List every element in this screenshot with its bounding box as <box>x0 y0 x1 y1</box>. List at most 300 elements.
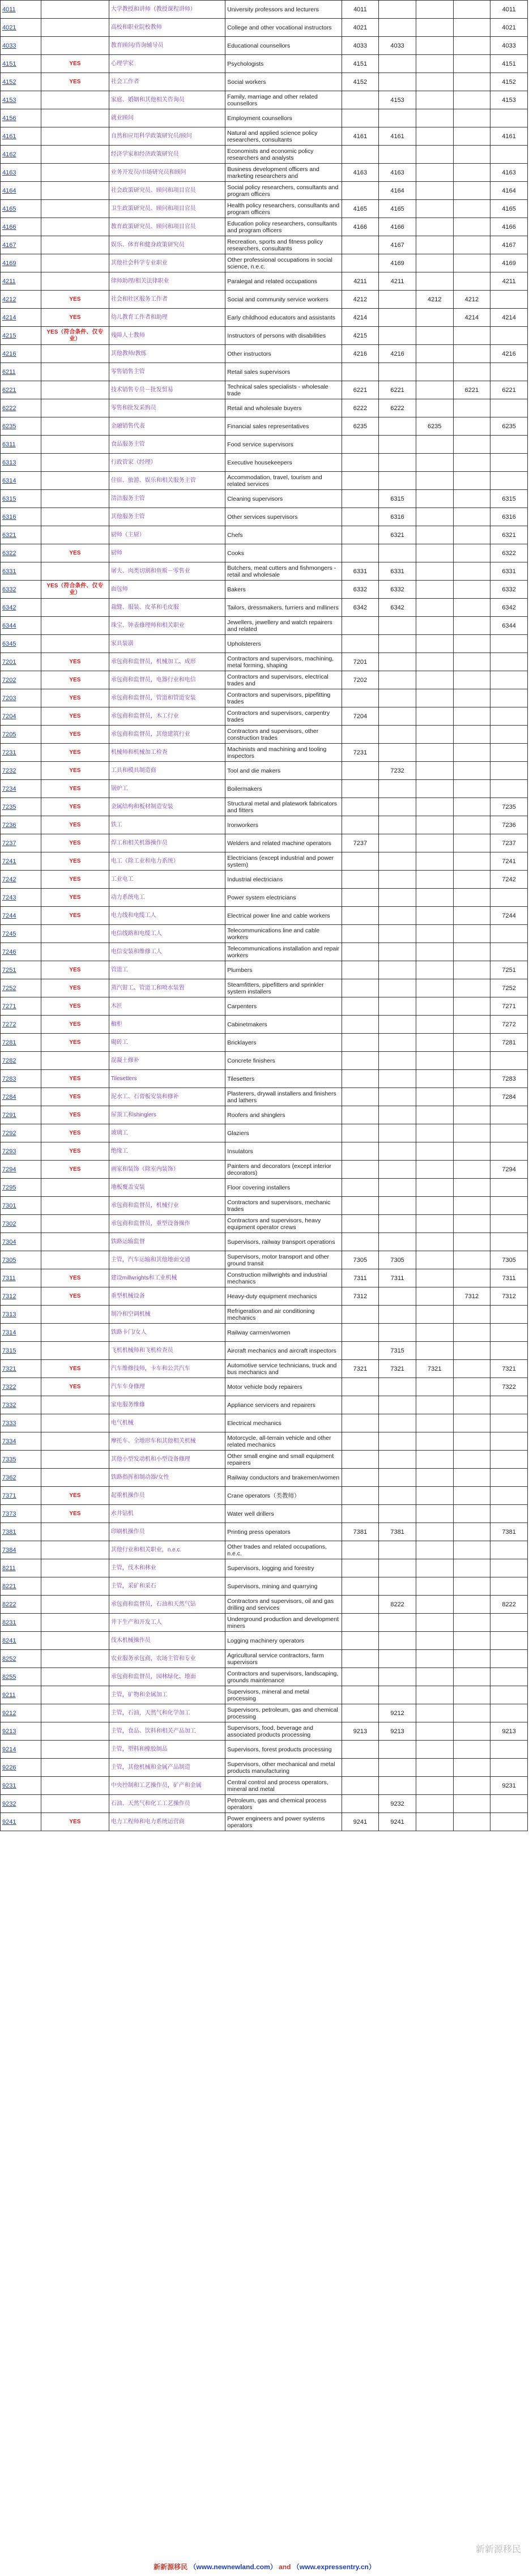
noc-code-link[interactable]: 6314 <box>2 477 16 484</box>
noc-code-cell[interactable] <box>1 1269 41 1287</box>
noc-code-cell[interactable] <box>1 671 41 689</box>
program-code-cell <box>416 1396 453 1414</box>
noc-code-cell[interactable] <box>1 707 41 726</box>
program-code-cell: 7244 <box>490 907 528 925</box>
noc-code-link[interactable]: 7311 <box>2 1274 16 1282</box>
program-code-cell <box>490 399 528 417</box>
noc-code-cell[interactable] <box>1 19 41 37</box>
program-code-cell: 4033 <box>490 37 528 55</box>
noc-code-cell[interactable] <box>1 363 41 381</box>
noc-code-link[interactable]: 4166 <box>2 223 16 231</box>
noc-code-cell[interactable] <box>1 979 41 997</box>
noc-code-link[interactable]: 4021 <box>2 24 16 31</box>
table-body <box>1 1 528 1831</box>
noc-code-cell[interactable] <box>1 1432 41 1451</box>
noc-code-link[interactable]: 6221 <box>2 386 16 394</box>
noc-code-link[interactable]: 7251 <box>2 966 16 974</box>
program-code-cell <box>453 218 490 236</box>
noc-code-cell[interactable] <box>1 291 41 309</box>
noc-code-link[interactable]: 7362 <box>2 1474 16 1481</box>
eligible-mark-cell: YES <box>41 997 109 1016</box>
noc-code-link[interactable]: 7294 <box>2 1166 16 1173</box>
noc-code-link[interactable]: 4211 <box>2 278 16 285</box>
noc-code-cell[interactable] <box>1 907 41 925</box>
noc-code-cell[interactable] <box>1 1342 41 1360</box>
eligible-mark-cell: YES <box>41 1070 109 1088</box>
footer-site-2[interactable]: （www.expressentry.cn） <box>292 2563 376 2571</box>
occupation-name-cn: 伐木机械操作员 <box>109 1632 225 1650</box>
table-row <box>1 1 528 19</box>
noc-code-cell[interactable] <box>1 1505 41 1523</box>
noc-code-cell[interactable] <box>1 925 41 943</box>
noc-code-cell[interactable] <box>1 1741 41 1759</box>
noc-code-cell[interactable] <box>1 236 41 254</box>
occupation-name-cn: Tilesetters <box>109 1070 225 1088</box>
noc-code-cell[interactable] <box>1 1722 41 1741</box>
occupation-name-cn: 混凝土修补 <box>109 1052 225 1070</box>
noc-code-link[interactable]: 7313 <box>2 1311 16 1318</box>
noc-code-link[interactable]: 7232 <box>2 767 16 774</box>
noc-code-link[interactable]: 7271 <box>2 1003 16 1010</box>
noc-code-cell[interactable] <box>1 345 41 363</box>
noc-code-cell[interactable] <box>1 997 41 1016</box>
eligible-mark-cell <box>41 1306 109 1324</box>
eligible-mark-cell <box>41 454 109 472</box>
program-code-cell: 4212 <box>453 291 490 309</box>
program-code-cell <box>453 798 490 816</box>
noc-code-cell[interactable] <box>1 1124 41 1142</box>
noc-code-cell[interactable] <box>1 254 41 272</box>
noc-code-cell[interactable] <box>1 1251 41 1269</box>
program-code-cell <box>342 762 379 780</box>
noc-code-link[interactable]: 4011 <box>2 6 16 13</box>
program-code-cell <box>490 1306 528 1324</box>
noc-code-cell[interactable] <box>1 417 41 436</box>
noc-code-cell[interactable] <box>1 581 41 599</box>
noc-code-link[interactable]: 4167 <box>2 241 16 249</box>
program-code-cell: 4216 <box>490 345 528 363</box>
program-code-cell <box>416 1795 453 1813</box>
noc-code-link[interactable]: 7291 <box>2 1111 16 1119</box>
noc-code-cell[interactable] <box>1 1034 41 1052</box>
noc-code-cell[interactable] <box>1 1759 41 1777</box>
noc-code-cell[interactable] <box>1 1324 41 1342</box>
eligible-mark-cell: YES <box>41 907 109 925</box>
program-code-cell <box>453 943 490 961</box>
program-code-cell <box>379 1088 416 1106</box>
noc-code-link[interactable]: 7381 <box>2 1528 16 1536</box>
noc-code-link[interactable]: 9211 <box>2 1691 16 1699</box>
occupation-name-en: Contractors and supervisors, landscaping, grounds maintenance <box>225 1668 342 1686</box>
table-row <box>1 925 528 943</box>
noc-code-cell[interactable] <box>1 1215 41 1233</box>
eligible-mark-cell <box>41 1686 109 1704</box>
noc-code-link[interactable]: 7332 <box>2 1401 16 1409</box>
program-code-cell <box>379 689 416 707</box>
noc-code-link[interactable]: 6342 <box>2 604 16 611</box>
noc-code-cell[interactable] <box>1 762 41 780</box>
noc-code-cell[interactable] <box>1 218 41 236</box>
noc-code-cell[interactable] <box>1 1360 41 1378</box>
occupation-name-cn: 其他教师/教练 <box>109 345 225 363</box>
noc-code-link[interactable]: 4214 <box>2 314 16 321</box>
eligible-mark-cell: YES <box>41 689 109 707</box>
noc-code-link[interactable]: 6322 <box>2 549 16 557</box>
noc-code-link[interactable]: 7335 <box>2 1456 16 1463</box>
noc-code-link[interactable]: 7272 <box>2 1021 16 1028</box>
program-code-cell: 7231 <box>342 744 379 762</box>
noc-code-link[interactable]: 7295 <box>2 1184 16 1191</box>
noc-code-cell[interactable] <box>1 1414 41 1432</box>
noc-code-link[interactable]: 7314 <box>2 1329 16 1336</box>
table-row <box>1 689 528 707</box>
noc-code-cell[interactable] <box>1 508 41 526</box>
noc-code-cell[interactable] <box>1 1559 41 1577</box>
noc-code-link[interactable]: 4164 <box>2 187 16 194</box>
program-code-cell <box>490 1197 528 1215</box>
program-code-cell: 4165 <box>342 200 379 218</box>
noc-code-link[interactable]: 6316 <box>2 513 16 521</box>
noc-code-cell[interactable] <box>1 1 41 19</box>
noc-code-cell[interactable] <box>1 472 41 490</box>
program-code-cell <box>342 1396 379 1414</box>
noc-code-link[interactable]: 7333 <box>2 1419 16 1427</box>
noc-code-cell[interactable] <box>1 726 41 744</box>
program-code-cell <box>379 834 416 852</box>
program-code-cell <box>416 907 453 925</box>
noc-code-link[interactable]: 7231 <box>2 749 16 756</box>
noc-code-link[interactable]: 9214 <box>2 1746 16 1753</box>
noc-code-link[interactable]: 9226 <box>2 1764 16 1771</box>
noc-code-link[interactable]: 4033 <box>2 42 16 49</box>
noc-code-link[interactable]: 7373 <box>2 1510 16 1517</box>
noc-code-link[interactable]: 9212 <box>2 1709 16 1717</box>
noc-code-cell[interactable] <box>1 1650 41 1668</box>
noc-code-link[interactable]: 7252 <box>2 984 16 992</box>
noc-code-cell[interactable] <box>1 146 41 164</box>
noc-code-cell[interactable] <box>1 1287 41 1306</box>
noc-code-cell[interactable] <box>1 454 41 472</box>
noc-code-cell[interactable] <box>1 635 41 653</box>
noc-code-link[interactable]: 4212 <box>2 296 16 303</box>
program-code-cell <box>453 254 490 272</box>
noc-code-cell[interactable] <box>1 852 41 871</box>
noc-code-cell[interactable] <box>1 182 41 200</box>
program-code-cell <box>416 19 453 37</box>
noc-code-link[interactable]: 6345 <box>2 640 16 647</box>
noc-code-link[interactable]: 4215 <box>2 332 16 339</box>
noc-code-link[interactable]: 8222 <box>2 1601 16 1608</box>
program-code-cell: 4214 <box>453 309 490 327</box>
noc-code-link[interactable]: 7282 <box>2 1057 16 1064</box>
program-code-cell <box>379 726 416 744</box>
program-code-cell: 4211 <box>490 272 528 291</box>
eligible-mark-cell: YES <box>41 1034 109 1052</box>
noc-code-cell[interactable] <box>1 1306 41 1324</box>
noc-code-cell[interactable] <box>1 1813 41 1831</box>
program-code-cell <box>416 744 453 762</box>
noc-code-link[interactable]: 8221 <box>2 1583 16 1590</box>
noc-code-cell[interactable] <box>1 1523 41 1541</box>
noc-code-cell[interactable] <box>1 327 41 345</box>
noc-code-cell[interactable] <box>1 1777 41 1795</box>
noc-code-cell[interactable] <box>1 1487 41 1505</box>
noc-code-link[interactable]: 7302 <box>2 1220 16 1227</box>
program-code-cell: 7311 <box>342 1269 379 1287</box>
program-code-cell <box>453 327 490 345</box>
noc-code-cell[interactable] <box>1 1614 41 1632</box>
noc-code-cell[interactable] <box>1 1596 41 1614</box>
noc-code-link[interactable]: 8211 <box>2 1564 16 1572</box>
noc-code-cell[interactable] <box>1 436 41 454</box>
occupation-name-cn: 家电服务维修 <box>109 1396 225 1414</box>
noc-code-link[interactable]: 7236 <box>2 821 16 829</box>
occupation-name-en: Social and community service workers <box>225 291 342 309</box>
noc-code-link[interactable]: 4165 <box>2 205 16 212</box>
noc-code-link[interactable]: 7305 <box>2 1256 16 1264</box>
program-code-cell <box>490 1342 528 1360</box>
noc-code-link[interactable]: 4162 <box>2 151 16 158</box>
noc-code-cell[interactable] <box>1 617 41 635</box>
noc-code-link[interactable]: 7334 <box>2 1438 16 1445</box>
program-code-cell: 4215 <box>342 327 379 345</box>
noc-code-link[interactable]: 4156 <box>2 114 16 122</box>
noc-code-link[interactable]: 9241 <box>2 1818 16 1826</box>
noc-code-cell[interactable] <box>1 1469 41 1487</box>
program-code-cell <box>379 1451 416 1469</box>
noc-code-link[interactable]: 7281 <box>2 1039 16 1046</box>
program-code-cell <box>379 744 416 762</box>
table-row <box>1 37 528 55</box>
eligible-mark-cell <box>41 925 109 943</box>
program-code-cell: 6322 <box>490 544 528 562</box>
noc-code-cell[interactable] <box>1 200 41 218</box>
noc-code-cell[interactable] <box>1 1016 41 1034</box>
table-row <box>1 399 528 417</box>
noc-code-link[interactable]: 7234 <box>2 785 16 792</box>
noc-code-cell[interactable] <box>1 599 41 617</box>
program-code-cell <box>490 780 528 798</box>
program-code-cell <box>453 744 490 762</box>
occupation-name-en: Floor covering installers <box>225 1179 342 1197</box>
noc-code-link[interactable]: 4161 <box>2 133 16 140</box>
noc-code-cell[interactable] <box>1 91 41 109</box>
program-code-cell <box>416 1577 453 1596</box>
noc-code-link[interactable]: 6311 <box>2 441 16 448</box>
noc-code-link[interactable]: 8255 <box>2 1673 16 1681</box>
noc-code-cell[interactable] <box>1 37 41 55</box>
noc-code-cell[interactable] <box>1 871 41 889</box>
noc-code-link[interactable]: 6332 <box>2 586 16 593</box>
noc-code-link[interactable]: 8252 <box>2 1655 16 1662</box>
eligible-mark-cell <box>41 1722 109 1741</box>
noc-code-link[interactable]: 4152 <box>2 78 16 86</box>
noc-code-cell[interactable] <box>1 1704 41 1722</box>
noc-code-cell[interactable] <box>1 1577 41 1596</box>
noc-code-cell[interactable] <box>1 562 41 581</box>
noc-code-cell[interactable] <box>1 1451 41 1469</box>
program-code-cell <box>342 146 379 164</box>
program-code-cell <box>342 254 379 272</box>
noc-code-cell[interactable] <box>1 109 41 127</box>
noc-code-cell[interactable] <box>1 1106 41 1124</box>
noc-code-cell[interactable] <box>1 1233 41 1251</box>
noc-code-link[interactable]: 4216 <box>2 350 16 357</box>
noc-code-cell[interactable] <box>1 1179 41 1197</box>
noc-code-link[interactable]: 6222 <box>2 404 16 412</box>
noc-code-cell[interactable] <box>1 526 41 544</box>
noc-code-cell[interactable] <box>1 889 41 907</box>
noc-code-link[interactable]: 7293 <box>2 1148 16 1155</box>
program-code-cell <box>379 109 416 127</box>
noc-code-cell[interactable] <box>1 490 41 508</box>
noc-code-cell[interactable] <box>1 1795 41 1813</box>
noc-code-cell[interactable] <box>1 744 41 762</box>
occupation-name-en: Telecommunications line and cable workers <box>225 925 342 943</box>
noc-code-cell[interactable] <box>1 780 41 798</box>
noc-code-link[interactable]: 7246 <box>2 948 16 956</box>
noc-code-link[interactable]: 6331 <box>2 568 16 575</box>
noc-code-link[interactable]: 7242 <box>2 876 16 883</box>
program-code-cell <box>416 1505 453 1523</box>
noc-code-link[interactable]: 7235 <box>2 803 16 811</box>
noc-code-cell[interactable] <box>1 544 41 562</box>
noc-code-cell[interactable] <box>1 1070 41 1088</box>
program-code-cell <box>342 907 379 925</box>
noc-code-link[interactable]: 7315 <box>2 1347 16 1354</box>
noc-code-cell[interactable] <box>1 1197 41 1215</box>
program-code-cell <box>416 381 453 399</box>
program-code-cell <box>416 1306 453 1324</box>
noc-code-cell[interactable] <box>1 399 41 417</box>
noc-code-link[interactable]: 6211 <box>2 368 16 376</box>
noc-code-cell[interactable] <box>1 1686 41 1704</box>
noc-code-cell[interactable] <box>1 272 41 291</box>
program-code-cell <box>416 436 453 454</box>
noc-code-link[interactable]: 7243 <box>2 894 16 901</box>
noc-code-link[interactable]: 6235 <box>2 423 16 430</box>
occupation-name-cn: 主管，采矿和采石 <box>109 1577 225 1596</box>
noc-code-cell[interactable] <box>1 164 41 182</box>
noc-code-cell[interactable] <box>1 1632 41 1650</box>
noc-code-cell[interactable] <box>1 1541 41 1559</box>
noc-code-link[interactable]: 7292 <box>2 1129 16 1137</box>
occupation-name-cn: 零售销售主管 <box>109 363 225 381</box>
noc-code-link[interactable]: 7301 <box>2 1202 16 1209</box>
noc-code-link[interactable]: 7201 <box>2 658 16 666</box>
noc-code-link[interactable]: 6344 <box>2 622 16 629</box>
noc-code-cell[interactable] <box>1 1052 41 1070</box>
noc-code-link[interactable]: 7312 <box>2 1293 16 1300</box>
noc-code-cell[interactable] <box>1 1668 41 1686</box>
program-code-cell <box>342 1451 379 1469</box>
program-code-cell <box>490 1487 528 1505</box>
noc-code-cell[interactable] <box>1 73 41 91</box>
noc-code-link[interactable]: 4163 <box>2 169 16 176</box>
noc-code-link[interactable]: 7202 <box>2 676 16 684</box>
occupation-name-cn: 承包商和监督员，木工行业 <box>109 707 225 726</box>
noc-code-link[interactable]: 7244 <box>2 912 16 919</box>
program-code-cell: 6332 <box>490 581 528 599</box>
noc-code-cell[interactable] <box>1 689 41 707</box>
noc-code-cell[interactable] <box>1 1142 41 1161</box>
noc-code-link[interactable]: 7322 <box>2 1383 16 1391</box>
eligible-mark-cell <box>41 1432 109 1451</box>
eligible-mark-cell: YES <box>41 1269 109 1287</box>
noc-code-cell[interactable] <box>1 1088 41 1106</box>
program-code-cell: 6332 <box>342 581 379 599</box>
occupation-name-en: Business development officers and marketing researchers and <box>225 164 342 182</box>
program-code-cell <box>379 472 416 490</box>
program-code-cell <box>453 1016 490 1034</box>
noc-code-cell[interactable] <box>1 943 41 961</box>
noc-code-cell[interactable] <box>1 55 41 73</box>
eligible-mark-cell <box>41 1251 109 1269</box>
noc-code-cell[interactable] <box>1 1378 41 1396</box>
noc-code-cell[interactable] <box>1 1161 41 1179</box>
noc-code-cell[interactable] <box>1 1396 41 1414</box>
noc-code-link[interactable]: 7304 <box>2 1238 16 1246</box>
noc-code-link[interactable]: 4169 <box>2 259 16 267</box>
noc-code-link[interactable]: 6313 <box>2 459 16 466</box>
noc-code-link[interactable]: 7283 <box>2 1075 16 1082</box>
noc-code-link[interactable]: 7371 <box>2 1492 16 1499</box>
eligible-mark-cell <box>41 236 109 254</box>
noc-code-link[interactable]: 8231 <box>2 1619 16 1626</box>
program-code-cell <box>453 689 490 707</box>
program-code-cell <box>342 617 379 635</box>
noc-code-cell[interactable] <box>1 127 41 146</box>
noc-code-link[interactable]: 9213 <box>2 1728 16 1735</box>
eligible-mark-cell: YES <box>41 1505 109 1523</box>
program-code-cell: 6321 <box>490 526 528 544</box>
noc-code-cell[interactable] <box>1 798 41 816</box>
noc-code-link[interactable]: 7204 <box>2 713 16 720</box>
noc-code-cell[interactable] <box>1 816 41 834</box>
noc-code-cell[interactable] <box>1 309 41 327</box>
program-code-cell <box>416 345 453 363</box>
noc-code-cell[interactable] <box>1 381 41 399</box>
noc-code-link[interactable]: 7203 <box>2 694 16 702</box>
footer-site-1[interactable]: （www.newnewland.com） <box>189 2563 277 2571</box>
program-code-cell <box>379 1650 416 1668</box>
noc-code-link[interactable]: 4151 <box>2 60 16 67</box>
noc-code-link[interactable]: 6321 <box>2 531 16 539</box>
noc-code-link[interactable]: 7284 <box>2 1093 16 1101</box>
program-code-cell <box>416 852 453 871</box>
noc-code-link[interactable]: 7245 <box>2 930 16 937</box>
noc-code-link[interactable]: 4153 <box>2 96 16 104</box>
noc-code-cell[interactable] <box>1 653 41 671</box>
noc-code-cell[interactable] <box>1 961 41 979</box>
noc-code-link[interactable]: 7237 <box>2 839 16 847</box>
program-code-cell <box>342 1650 379 1668</box>
noc-code-link[interactable]: 9231 <box>2 1782 16 1789</box>
noc-code-link[interactable]: 7384 <box>2 1546 16 1554</box>
noc-code-link[interactable]: 9232 <box>2 1800 16 1807</box>
program-code-cell <box>490 1142 528 1161</box>
noc-code-link[interactable]: 7321 <box>2 1365 16 1372</box>
occupation-name-en: Jewellers, jewellery and watch repairers and related <box>225 617 342 635</box>
program-code-cell: 7305 <box>490 1251 528 1269</box>
noc-code-link[interactable]: 7205 <box>2 731 16 738</box>
noc-code-link[interactable]: 7241 <box>2 858 16 865</box>
noc-code-cell[interactable] <box>1 834 41 852</box>
noc-code-link[interactable]: 8241 <box>2 1637 16 1644</box>
eligible-mark-cell: YES <box>41 780 109 798</box>
program-code-cell <box>490 472 528 490</box>
noc-code-link[interactable]: 6315 <box>2 495 16 502</box>
